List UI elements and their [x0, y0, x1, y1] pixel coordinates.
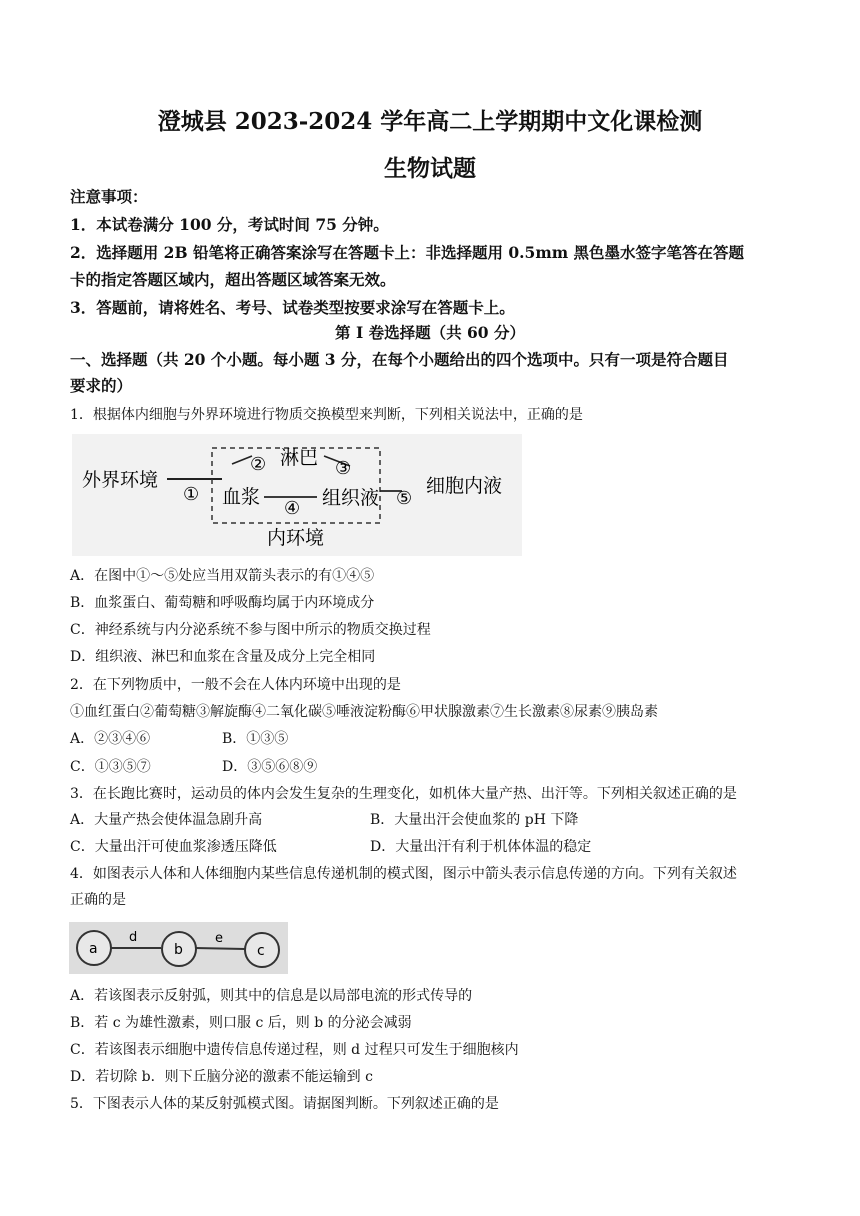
q1-label-cell-fluid: 细胞内液 [426, 475, 503, 497]
q1-label-tissue-fluid: 组织液 [322, 487, 380, 509]
q3-option-c: C．大量出汗可使血浆渗透压降低 [70, 839, 277, 855]
q2-option-a: A．②③④⑥ [70, 731, 151, 747]
q5-stem: 5．下图表示人体的某反射弧模式图。请据图判断。下列叙述正确的是 [70, 1096, 499, 1112]
q4-node-c: c [257, 943, 265, 959]
q1-label-3: ③ [335, 458, 352, 479]
exam-subtitle: 生物试题 [384, 155, 476, 182]
q1-label-2: ② [250, 454, 267, 475]
q1-option-b: B．血浆蛋白、葡萄糖和呼吸酶均属于内环境成分 [70, 595, 375, 611]
q1-label-internal-environment: 内环境 [267, 527, 325, 549]
q3-option-a: A．大量产热会使体温急剧升高 [70, 812, 263, 828]
section-heading-line-2: 要求的） [70, 376, 133, 395]
notice-item-3: 3．答题前，请将姓名、考号、试卷类型按要求涂写在答题卡上。 [70, 298, 515, 317]
q3-option-b: B．大量出汗会使血浆的 pH 下降 [370, 812, 579, 828]
notice-item-2-line-2: 卡的指定答题区域内，超出答题区域答案无效。 [70, 270, 396, 289]
q3-stem: 3．在长跑比赛时，运动员的体内会发生复杂的生理变化，如机体大量产热、出汗等。下列相关叙述正确的是 [70, 786, 737, 802]
q4-option-c: C．若该图表示细胞中遗传信息传递过程，则 d 过程只可发生于细胞核内 [70, 1042, 519, 1058]
q1-label-lymph: 淋巴 [280, 447, 319, 469]
q1-label-1: ① [183, 484, 200, 505]
q4-node-b: b [174, 942, 183, 958]
q2-stem: 2．在下列物质中，一般不会在人体内环境中出现的是 [70, 677, 401, 693]
q1-label-outer-environment: 外界环境 [82, 469, 159, 491]
q1-exchange-diagram [72, 434, 522, 556]
q1-option-c: C．神经系统与内分泌系统不参与图中所示的物质交换过程 [70, 622, 431, 638]
q4-stem-line-1: 4．如图表示人体和人体细胞内某些信息传递机制的模式图，图示中箭头表示信息传递的方向。下列有关叙述 [70, 866, 737, 882]
notice-heading: 注意事项： [70, 187, 148, 206]
q2-option-d: D．③⑤⑥⑧⑨ [222, 759, 318, 775]
q4-option-a: A．若该图表示反射弧，则其中的信息是以局部电流的形式传导的 [70, 988, 473, 1004]
q2-option-b: B．①③⑤ [222, 731, 289, 747]
section-heading-line-1: 一、选择题（共 20 个小题。每小题 3 分，在每个小题给出的四个选项中。只有一项是符合题目 [70, 350, 729, 369]
q1-label-plasma: 血浆 [222, 486, 261, 508]
q1-option-a: A．在图中①～⑤处应当用双箭头表示的有①④⑤ [70, 568, 375, 584]
q2-option-c: C．①③⑤⑦ [70, 759, 151, 775]
notice-item-2-line-1: 2．选择题用 2B 铅笔将正确答案涂写在答题卡上：非选择题用 0.5mm 黑色墨水签字笔答在答题 [70, 243, 745, 262]
q1-stem: 1．根据体内细胞与外界环境进行物质交换模型来判断，下列相关说法中，正确的是 [70, 407, 583, 423]
exam-title: 澄城县 2023-2024 学年高二上学期期中文化课检测 [157, 108, 703, 135]
volume-heading: 第 I 卷选择题（共 60 分） [335, 323, 525, 342]
q2-substance-list: ①血红蛋白②葡萄糖③解旋酶④二氧化碳⑤唾液淀粉酶⑥甲状腺激素⑦生长激素⑧尿素⑨胰岛素 [70, 704, 658, 720]
q4-node-a: a [89, 941, 98, 957]
notice-item-1: 1．本试卷满分 100 分，考试时间 75 分钟。 [70, 215, 389, 234]
q4-signal-diagram [69, 922, 288, 974]
q4-option-b: B．若 c 为雄性激素，则口服 c 后，则 b 的分泌会减弱 [70, 1015, 412, 1031]
q4-option-d: D．若切除 b．则下丘脑分泌的激素不能运输到 c [70, 1069, 373, 1085]
q4-stem-line-2: 正确的是 [70, 892, 126, 908]
q4-edge-d: d [129, 930, 138, 945]
q4-edge-e: e [215, 931, 223, 946]
q1-label-5: ⑤ [396, 488, 413, 509]
q1-label-4: ④ [284, 498, 301, 519]
q3-option-d: D．大量出汗有利于机体体温的稳定 [370, 839, 592, 855]
q1-option-d: D．组织液、淋巴和血浆在含量及成分上完全相同 [70, 649, 376, 665]
